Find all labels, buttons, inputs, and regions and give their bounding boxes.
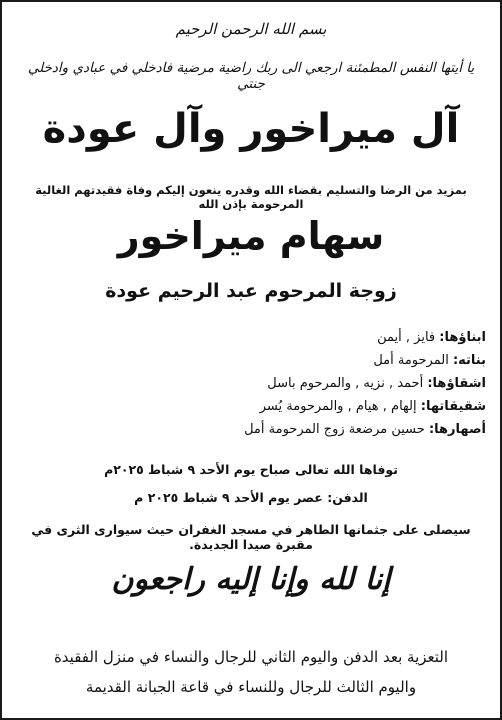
relative-label: بناته: (452, 353, 486, 368)
calligraphy-verse: إنا لله وإنا إليه راجعون (111, 562, 391, 597)
relative-row-daughters (26, 349, 486, 372)
spouse-line: زوجة المرحوم عبد الرحيم عودة (105, 280, 397, 302)
relative-row-sisters (26, 395, 486, 418)
quran-verse: يا أيتها النفس المطمئنة ارجعي الى ربك راضية مرضية فادخلي في عبادي وادخلي جنتي (27, 60, 475, 92)
families-title: آل ميراخور وآل عودة (42, 106, 460, 152)
relative-value: إلهام , هيام , والمرحومة يُسر (259, 399, 417, 414)
condolence-line-1: التعزية بعد الدفن واليوم الثاني للرجال والنساء في منزل الفقيدة (53, 648, 449, 666)
relative-value: المرحومة أمل (373, 353, 449, 368)
burial-line: الدفن: عصر يوم الأحد ٩ شباط ٢٠٢٥ م (134, 490, 368, 505)
relative-value: أحمد , نزيه , والمرحوم باسل (267, 376, 424, 391)
condolence-line-2: واليوم الثالث للرجال وللنساء في قاعة الجبانة القديمة (85, 678, 417, 696)
relatives-list (26, 326, 486, 441)
relative-value: حسين مرضعة زوج المرحومة أمل (244, 422, 425, 437)
relative-value: فايز , أيمن (377, 330, 436, 345)
relative-label: اشقاؤها: (427, 376, 486, 391)
death-line: توفاها الله تعالى صباح يوم الأحد ٩ شباط ٢٠٢٥م (104, 462, 398, 477)
deceased-name: سهام ميراخور (117, 214, 385, 258)
intro-text: بمزيد من الرضا والتسليم بقضاء الله وقدره ينعون إليكم وفاة فقيدتهم الغالية المرحومة بإذن الله (35, 183, 467, 211)
relative-row-brothers (26, 372, 486, 395)
relative-label: أصهارها: (428, 422, 486, 437)
basmala: بسم الله الرحمن الرحيم (175, 20, 327, 38)
relative-row-in-laws (26, 418, 486, 441)
relative-label: شقيقاتها: (420, 399, 486, 414)
relative-row-sons (26, 326, 486, 349)
prayer-line: سيصلى على جثمانها الطاهر في مسجد الغفران حيث سيوارى الثرى في مقبرة صيدا الجديدة. (31, 522, 471, 552)
relative-label: ابناؤها: (439, 330, 486, 345)
